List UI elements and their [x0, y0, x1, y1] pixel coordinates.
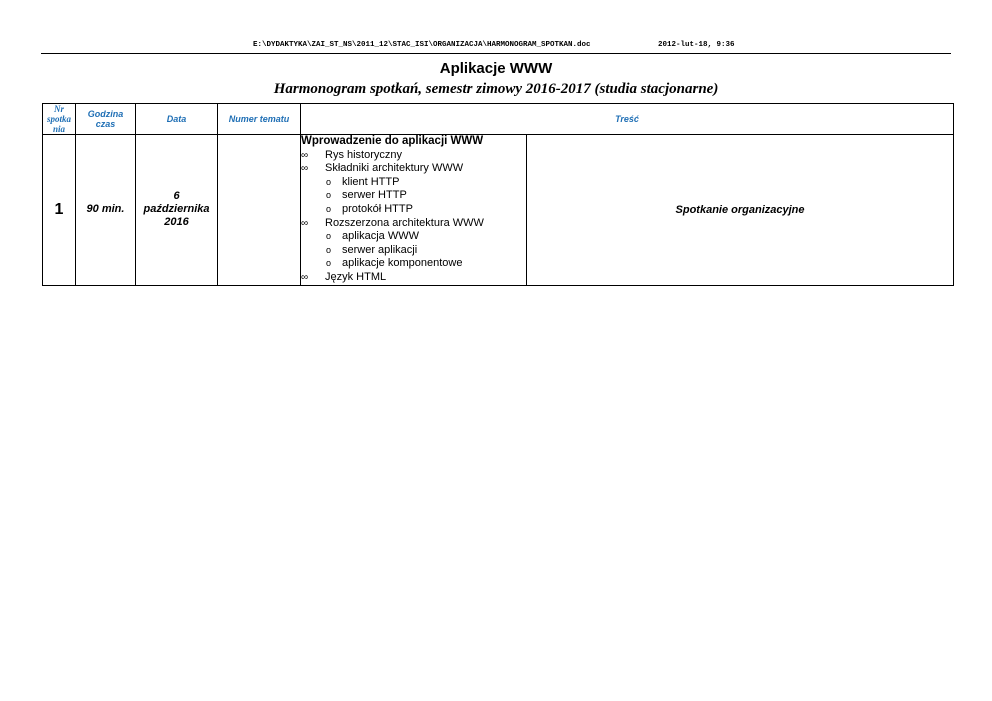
- infinity-bullet-icon: ∞: [301, 271, 309, 283]
- nr-header-line: Nr: [53, 104, 64, 114]
- list-item-label: aplikacje komponentowe: [342, 257, 463, 270]
- timestamp: 2012-lut-18, 9:36: [658, 41, 735, 49]
- list-item-label: serwer aplikacji: [342, 243, 418, 256]
- file-path: E:\DYDAKTYKA\ZAI_ST_NS\2011_12\STAC_ISI\ORGANIZACJA\HARMONOGRAM_SPOTKAN.doc: [253, 41, 591, 49]
- list-item: [301, 271, 526, 285]
- circle-bullet-icon: o: [326, 258, 332, 269]
- document-header: [41, 40, 951, 54]
- meeting-number: 1: [43, 135, 76, 286]
- column-header-nr: [43, 104, 76, 135]
- topic-heading: Wprowadzenie do aplikacji WWW: [301, 135, 484, 147]
- time-header-line: czas: [95, 119, 116, 129]
- sub-list-item: [301, 203, 526, 217]
- sub-list-item: [301, 244, 526, 258]
- circle-bullet-icon: o: [326, 203, 332, 214]
- circle-bullet-icon: o: [326, 244, 332, 255]
- list-item-label: Rozszerzona architektura WWW: [325, 216, 484, 229]
- time-header-line: Godzina: [87, 109, 124, 119]
- column-header-time: [76, 104, 136, 135]
- date-line: 6: [173, 190, 180, 203]
- column-header-content: Treść: [301, 104, 954, 135]
- sub-list-item: [301, 189, 526, 203]
- nr-header-line: nia: [52, 124, 65, 134]
- topic-number-cell: [218, 135, 301, 286]
- sub-list-item: [301, 230, 526, 244]
- nr-header-line: spotka: [46, 114, 71, 124]
- list-item: [301, 217, 526, 231]
- meeting-date: [136, 135, 218, 286]
- list-item-label: serwer HTTP: [342, 189, 407, 202]
- list-item-label: klient HTTP: [342, 175, 400, 188]
- list-item-label: Rys historyczny: [325, 148, 403, 161]
- list-item: [301, 149, 526, 163]
- list-item-label: protokół HTTP: [342, 202, 413, 215]
- table-header-row: [43, 104, 954, 135]
- infinity-bullet-icon: ∞: [301, 217, 309, 229]
- page-subtitle: Harmonogram spotkań, semestr zimowy 2016-2017 (studia stacjonarne): [273, 81, 719, 97]
- infinity-bullet-icon: ∞: [301, 163, 309, 175]
- list-item-label: aplikacja WWW: [342, 230, 420, 243]
- schedule-table: [42, 103, 954, 286]
- page-title: Aplikacje WWW: [439, 60, 553, 77]
- sub-list-item: [301, 257, 526, 271]
- circle-bullet-icon: o: [326, 190, 332, 201]
- list-item-label: Język HTML: [325, 270, 387, 283]
- topic-content: [301, 135, 527, 286]
- column-header-topic-number: Numer tematu: [218, 104, 301, 135]
- meeting-duration: 90 min.: [76, 135, 136, 286]
- date-line: października: [143, 203, 210, 216]
- list-item-label: Składniki architektury WWW: [325, 162, 464, 175]
- list-item: [301, 162, 526, 176]
- circle-bullet-icon: o: [326, 176, 332, 187]
- column-header-date: Data: [136, 104, 218, 135]
- circle-bullet-icon: o: [326, 231, 332, 242]
- date-line: 2016: [164, 216, 189, 229]
- sub-list-item: [301, 176, 526, 190]
- infinity-bullet-icon: ∞: [301, 149, 309, 161]
- table-row: [43, 135, 954, 286]
- meeting-summary: Spotkanie organizacyjne: [527, 135, 954, 286]
